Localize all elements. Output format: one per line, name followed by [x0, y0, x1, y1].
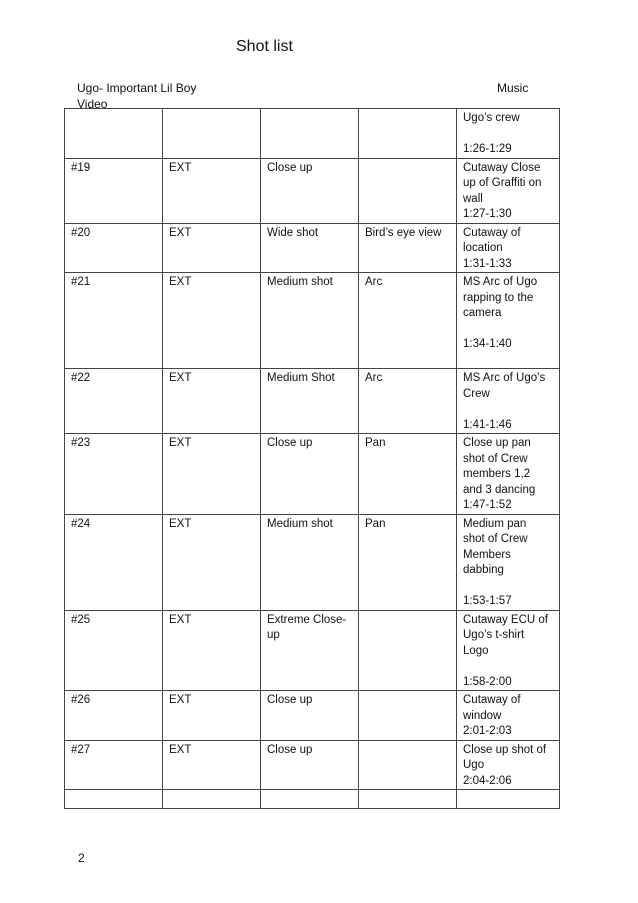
description-cell — [457, 223, 560, 273]
cell-text: Close up — [267, 437, 313, 449]
camera-movement-cell — [359, 223, 457, 273]
shot-type-cell — [261, 273, 359, 369]
header-left-line: Video — [77, 96, 108, 111]
shot-number-cell — [65, 369, 163, 434]
description-cell — [457, 740, 560, 790]
cell-text — [267, 111, 353, 127]
cell-text: Close up pan — [463, 437, 531, 449]
cell-text: Medium pan — [463, 517, 527, 530]
shot-type-cell — [261, 610, 359, 691]
table-row — [65, 158, 560, 223]
location-cell — [163, 369, 261, 434]
shot-number-cell — [65, 610, 163, 691]
camera-movement-cell — [359, 790, 457, 809]
table-row — [65, 610, 560, 691]
cell-text — [267, 792, 353, 808]
table-row — [65, 790, 560, 809]
shot-type-cell — [261, 223, 359, 273]
cell-text: #21 — [71, 276, 91, 288]
description-cell — [457, 109, 560, 159]
cell-text: up of Graffiti on — [463, 177, 542, 189]
cell-text: Cutaway Close — [463, 161, 541, 174]
cell-text: Close up — [267, 694, 313, 706]
cell-text: Cutaway of — [463, 226, 521, 239]
description-cell — [457, 790, 560, 809]
cell-text: rapping to the — [463, 291, 534, 304]
shot-type-cell — [261, 158, 359, 223]
cell-text: 2:01-2:03 — [463, 725, 512, 737]
cell-text: shot of Crew — [463, 533, 528, 545]
cell-text: camera — [463, 307, 502, 319]
cell-text: EXT — [169, 437, 192, 449]
description-cell — [457, 610, 560, 691]
cell-text: Bird’s eye view — [365, 226, 442, 239]
cell-text: #23 — [71, 437, 91, 449]
cell-text: location — [463, 242, 503, 254]
cell-text: Extreme Close- — [267, 613, 347, 626]
description-cell — [457, 434, 560, 515]
cell-text: Close up — [267, 161, 313, 174]
camera-movement-cell — [359, 514, 457, 610]
cell-text — [463, 127, 554, 143]
camera-movement-cell — [359, 610, 457, 691]
shot-type-cell — [261, 514, 359, 610]
shot-number-cell — [65, 740, 163, 790]
cell-text — [365, 111, 451, 127]
cell-text: Close up — [267, 743, 313, 756]
cell-text — [463, 579, 554, 595]
cell-text — [365, 693, 451, 709]
page-number: 2 — [78, 851, 85, 865]
cell-text: 1:53-1:57 — [463, 595, 512, 607]
camera-movement-cell — [359, 691, 457, 741]
cell-text: window — [463, 709, 502, 722]
shot-type-cell — [261, 691, 359, 741]
cell-text — [463, 322, 554, 338]
cell-text: Medium shot — [267, 276, 333, 288]
location-cell — [163, 610, 261, 691]
cell-text: Ugo — [463, 759, 485, 771]
cell-text: 1:26-1:29 — [463, 143, 512, 155]
cell-text: 1:34-1:40 — [463, 338, 512, 350]
location-cell — [163, 158, 261, 223]
cell-text — [463, 353, 554, 369]
cell-text: Wide shot — [267, 226, 319, 239]
cell-text: Members — [463, 548, 511, 561]
table-row — [65, 434, 560, 515]
header-left-line: Ugo- Important Lil Boy — [77, 81, 197, 95]
cell-text: EXT — [169, 517, 192, 530]
cell-text — [463, 402, 554, 418]
table-row — [65, 109, 560, 159]
cell-text: Arc — [365, 372, 383, 384]
camera-movement-cell — [359, 434, 457, 515]
location-cell — [163, 740, 261, 790]
table-row — [65, 369, 560, 434]
shot-type-cell — [261, 434, 359, 515]
location-cell — [163, 434, 261, 515]
cell-text: Cutaway ECU of — [463, 613, 549, 626]
location-cell — [163, 514, 261, 610]
cell-text: 1:31-1:33 — [463, 257, 512, 270]
shot-number-cell — [65, 514, 163, 610]
cell-text: EXT — [169, 161, 192, 174]
shot-list-body — [65, 109, 560, 809]
cell-text: 1:41-1:46 — [463, 418, 512, 431]
cell-text: Medium shot — [267, 517, 333, 530]
cell-text: Pan — [365, 517, 386, 530]
location-cell — [163, 691, 261, 741]
table-row — [65, 691, 560, 741]
location-cell — [163, 109, 261, 159]
cell-text: EXT — [169, 276, 192, 288]
shot-number-cell — [65, 434, 163, 515]
description-cell — [457, 691, 560, 741]
cell-text: MS Arc of Ugo — [463, 276, 538, 288]
table-row — [65, 514, 560, 610]
cell-text: #26 — [71, 694, 91, 706]
cell-text: Cutaway of — [463, 694, 521, 706]
camera-movement-cell — [359, 273, 457, 369]
location-cell — [163, 790, 261, 809]
cell-text — [365, 743, 451, 759]
cell-text — [169, 111, 255, 127]
cell-text: MS Arc of Ugo’s — [463, 372, 546, 384]
shot-type-cell — [261, 369, 359, 434]
cell-text: Pan — [365, 437, 386, 449]
location-cell — [163, 223, 261, 273]
description-cell — [457, 369, 560, 434]
cell-text: #25 — [71, 613, 91, 626]
cell-text — [365, 161, 451, 177]
shot-number-cell — [65, 790, 163, 809]
cell-text: #22 — [71, 372, 91, 384]
shot-list-table — [64, 108, 560, 809]
camera-movement-cell — [359, 369, 457, 434]
camera-movement-cell — [359, 740, 457, 790]
description-cell — [457, 158, 560, 223]
cell-text: wall — [463, 192, 483, 205]
shot-number-cell — [65, 223, 163, 273]
cell-text: 1:27-1:30 — [463, 208, 512, 220]
cell-text: #27 — [71, 743, 91, 756]
table-row — [65, 223, 560, 273]
cell-text: Close up shot of — [463, 743, 547, 756]
description-cell — [457, 273, 560, 369]
cell-text: Arc — [365, 276, 383, 288]
cell-text: Logo — [463, 644, 489, 657]
cell-text: EXT — [169, 226, 192, 239]
cell-text: Ugo’s crew — [463, 112, 520, 124]
cell-text: and 3 dancing — [463, 483, 536, 496]
shot-number-cell — [65, 273, 163, 369]
location-cell — [163, 273, 261, 369]
page-title: Shot list — [236, 38, 293, 55]
cell-text: #19 — [71, 161, 91, 174]
cell-text: EXT — [169, 694, 192, 706]
cell-text: members 1,2 — [463, 468, 531, 480]
cell-text: Medium Shot — [267, 372, 335, 384]
cell-text: Crew — [463, 387, 490, 400]
cell-text: 1:47-1:52 — [463, 499, 512, 511]
cell-text: 1:58-2:00 — [463, 675, 512, 688]
shot-type-cell — [261, 740, 359, 790]
description-cell — [457, 514, 560, 610]
shot-number-cell — [65, 691, 163, 741]
cell-text: dabbing — [463, 564, 504, 576]
cell-text — [365, 613, 451, 629]
cell-text — [71, 792, 157, 808]
cell-text — [71, 111, 157, 127]
shot-type-cell — [261, 790, 359, 809]
cell-text: EXT — [169, 613, 192, 626]
cell-text: 2:04-2:06 — [463, 774, 512, 787]
cell-text — [463, 792, 554, 808]
cell-text: #24 — [71, 517, 91, 530]
header-right: Music — [497, 81, 529, 95]
cell-text: EXT — [169, 372, 192, 384]
cell-text: EXT — [169, 743, 192, 756]
table-row — [65, 273, 560, 369]
shot-number-cell — [65, 158, 163, 223]
cell-text: #20 — [71, 226, 91, 239]
camera-movement-cell — [359, 109, 457, 159]
shot-type-cell — [261, 109, 359, 159]
table-row — [65, 740, 560, 790]
cell-text: Ugo’s t-shirt — [463, 629, 525, 641]
cell-text — [169, 792, 255, 808]
camera-movement-cell — [359, 158, 457, 223]
cell-text — [463, 659, 554, 675]
cell-text: shot of Crew — [463, 452, 528, 465]
cell-text — [365, 792, 451, 808]
shot-number-cell — [65, 109, 163, 159]
cell-text: up — [267, 629, 280, 641]
